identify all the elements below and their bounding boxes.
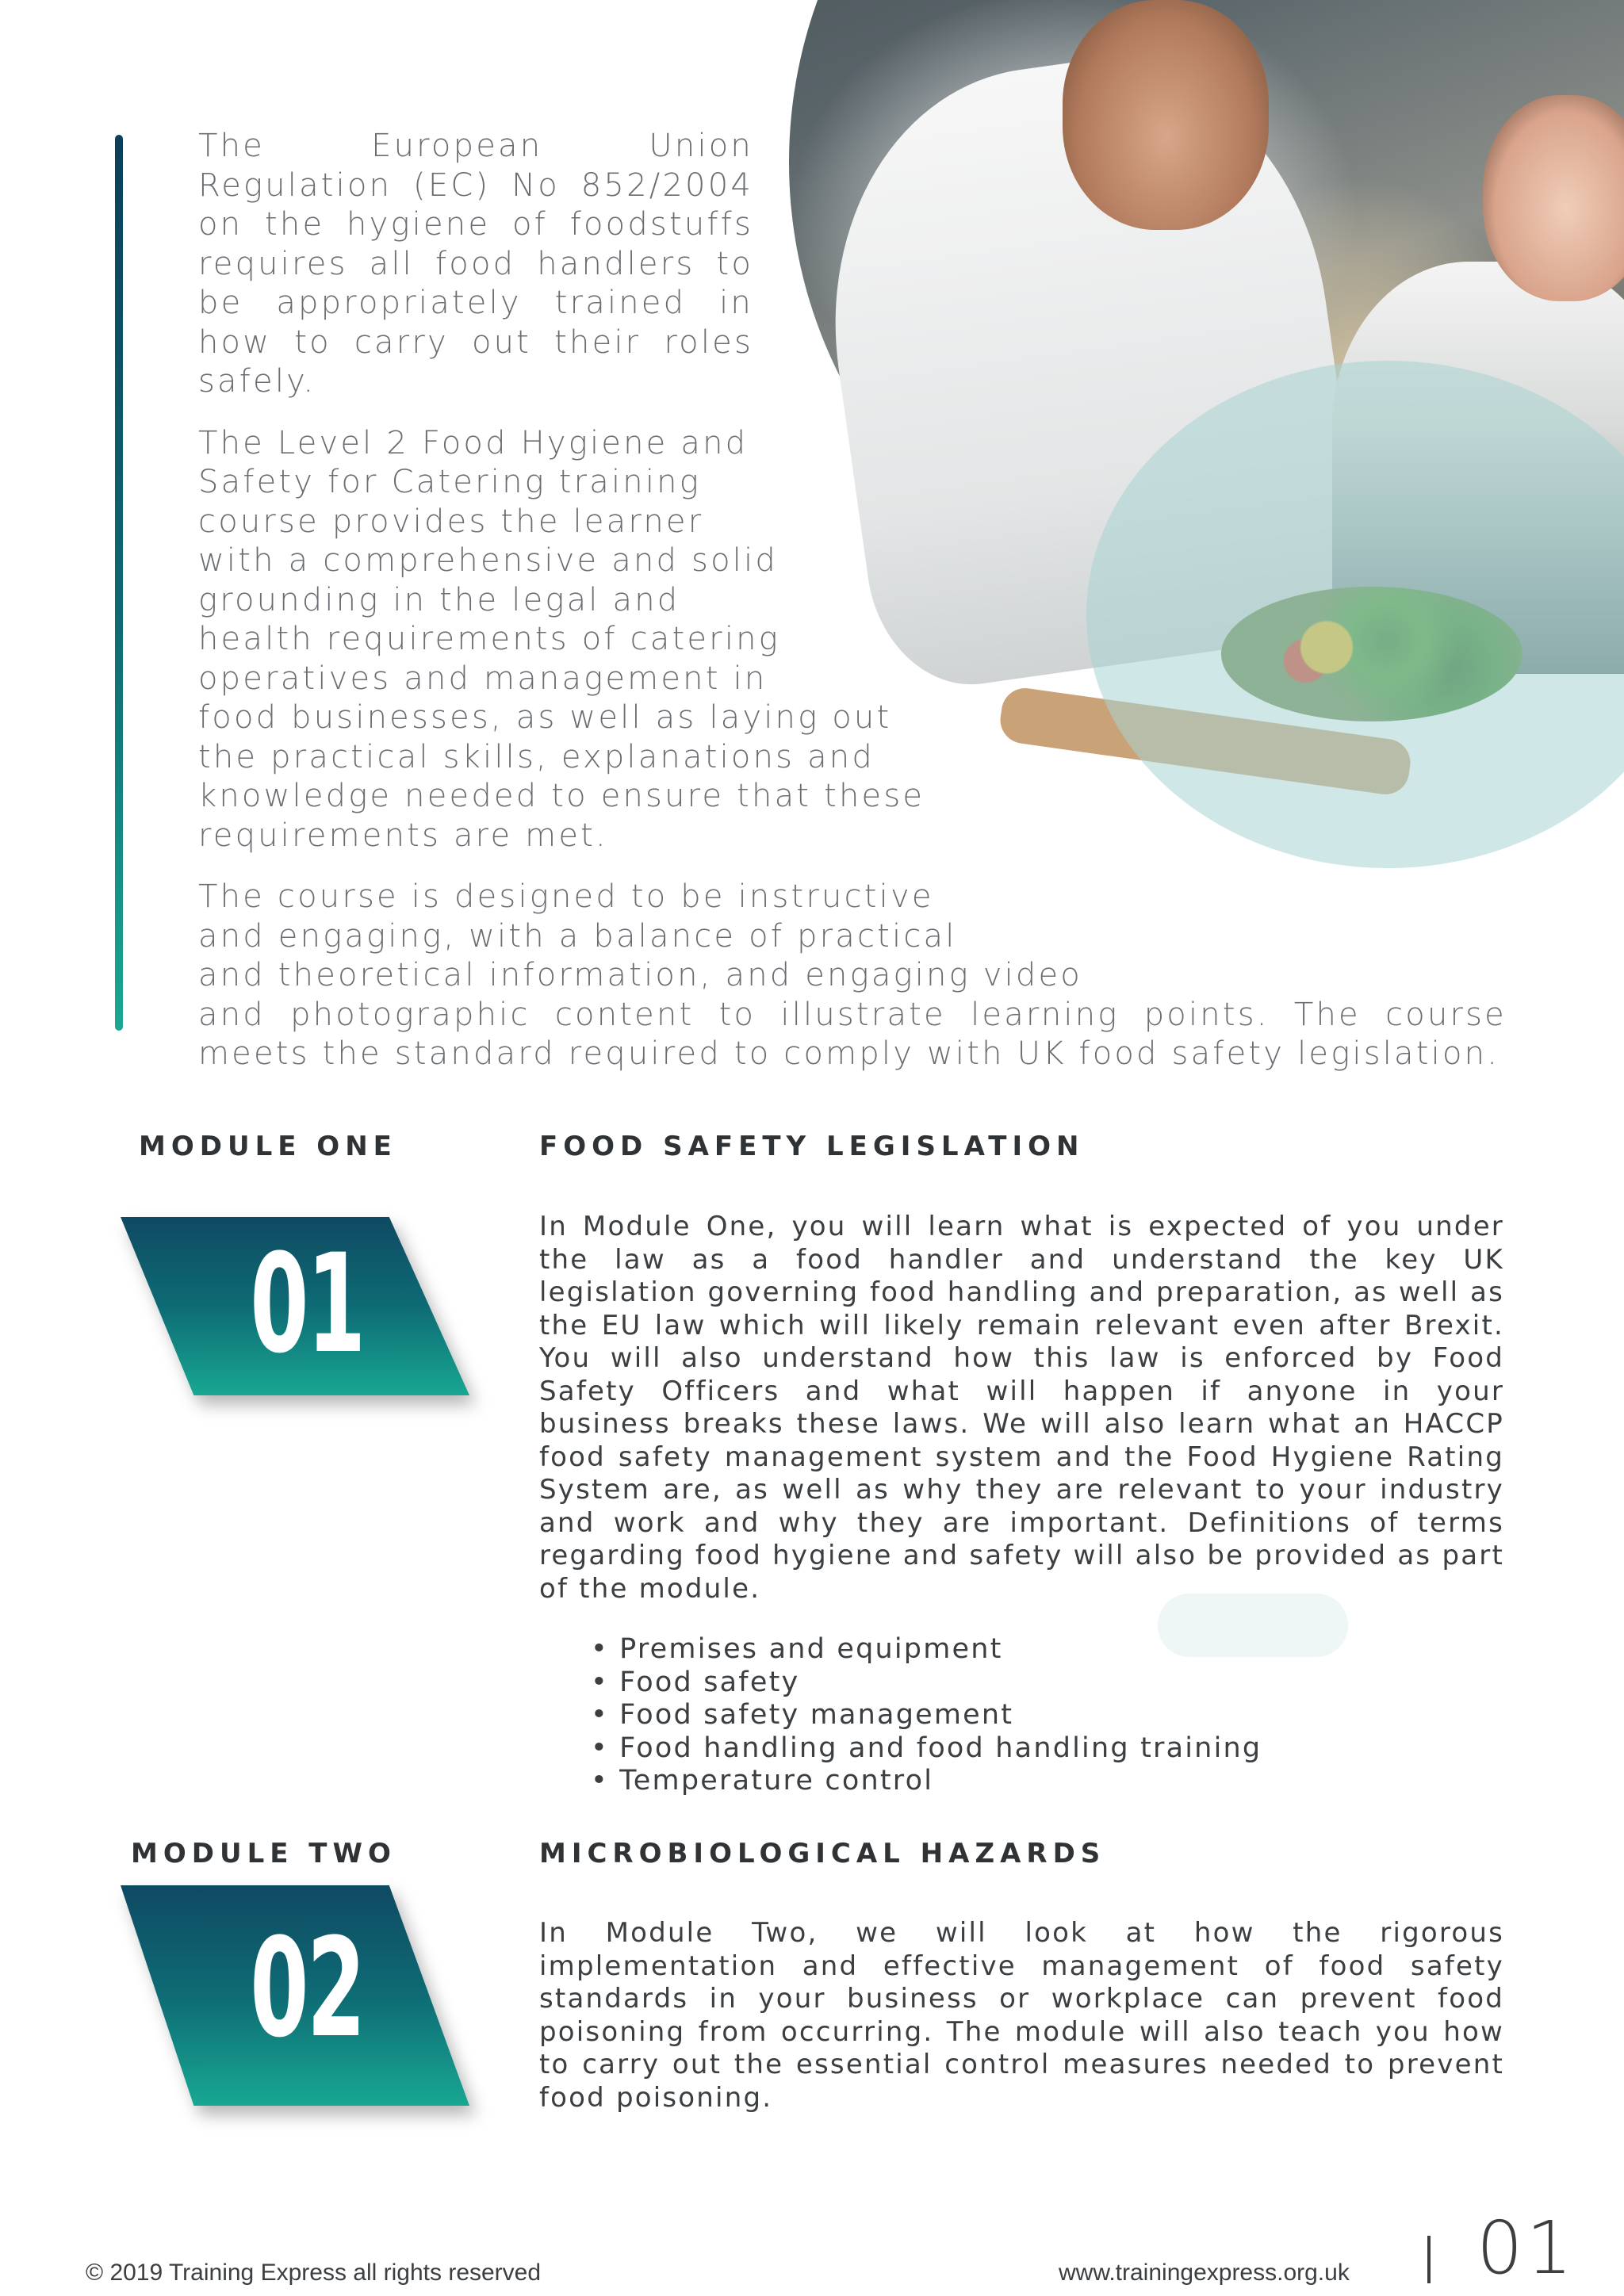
copyright-text: © 2019 Training Express all rights reserved (86, 2260, 542, 2286)
intro-line: and photographic content to illustrate learning points. The course (198, 996, 1507, 1033)
intro-line: the practical skills, explanations and (198, 738, 875, 775)
page-number: 01 (1477, 2206, 1576, 2290)
intro-line: Safety for Catering training (198, 464, 701, 500)
module-one-description: In Module One, you will learn what is expected of you under the law as a food handler and understand the key UK legislation governing food handling and preparation, as well as the EU law which will likely remain relevant even after Brexit. You will also understand how this law is enforced by Food Safety Officers and what will happen if anyone in your business breaks these laws. We will also learn what an HACCP food safety management system and the Food Hygiene Rating System are, as well as why they are relevant to your industry and work and why they are important. Definitions of terms regarding food hygiene and safety will also be provided as part of the module. (539, 1211, 1504, 1605)
intro-line: grounding in the legal and (198, 581, 680, 618)
intro-accent-bar (115, 135, 123, 1031)
intro-line: with a comprehensive and solid (198, 542, 778, 579)
module-one-topics (591, 1633, 1262, 1798)
intro-line: course provides the learner (198, 503, 704, 540)
list-item: • Food safety (591, 1667, 1262, 1700)
module-one-label: MODULE ONE (139, 1131, 397, 1162)
intro-line: operatives and management in (198, 660, 768, 697)
intro-paragraph-1: The European Union Regulation (EC) No 852/2004 on the hygiene of foodstuffs requires all food handlers to be appropriately trained in how to carry out their roles safely. (198, 128, 753, 400)
intro-line: and engaging, with a balance of practical (198, 917, 957, 955)
module-two-badge (121, 1885, 469, 2106)
module-two-title: MICROBIOLOGICAL HAZARDS (539, 1838, 1106, 1869)
list-item: • Food handling and food handling training (591, 1732, 1262, 1766)
intro-line: food businesses, as well as laying out (198, 699, 892, 736)
intro-paragraph-3 (198, 878, 1507, 1074)
intro-line: knowledge needed to ensure that these (198, 778, 925, 814)
list-item: • Premises and equipment (591, 1633, 1262, 1667)
module-one-badge (121, 1217, 469, 1395)
intro-line: The course is designed to be instructive (198, 878, 934, 915)
list-item: • Temperature control (591, 1765, 1262, 1798)
intro-line: and theoretical information, and engaging video (198, 957, 1082, 993)
footer-divider (1427, 2236, 1431, 2283)
intro-text (198, 127, 1507, 1096)
intro-line: health requirements of catering (198, 621, 780, 657)
website-link[interactable]: www.trainingexpress.org.uk (1059, 2260, 1350, 2286)
intro-line: meets the standard required to comply with UK food safety legislation. (198, 1035, 1500, 1072)
module-one-number: 01 (250, 1224, 364, 1383)
intro-line: requirements are met. (198, 817, 608, 854)
module-two-label: MODULE TWO (131, 1838, 396, 1869)
intro-line: The Level 2 Food Hygiene and (198, 424, 749, 461)
intro-paragraph-2 (198, 424, 991, 856)
module-one-title: FOOD SAFETY LEGISLATION (539, 1131, 1085, 1162)
list-item: • Food safety management (591, 1699, 1262, 1732)
module-two-number: 02 (250, 1908, 364, 2068)
module-two-description: In Module Two, we will look at how the rigorous implementation and effective management of food safety standards in your business or workplace can prevent food poisoning from occurring. The module will also teach you how to carry out the essential control measures needed to prevent food poisoning. (539, 1917, 1504, 2114)
